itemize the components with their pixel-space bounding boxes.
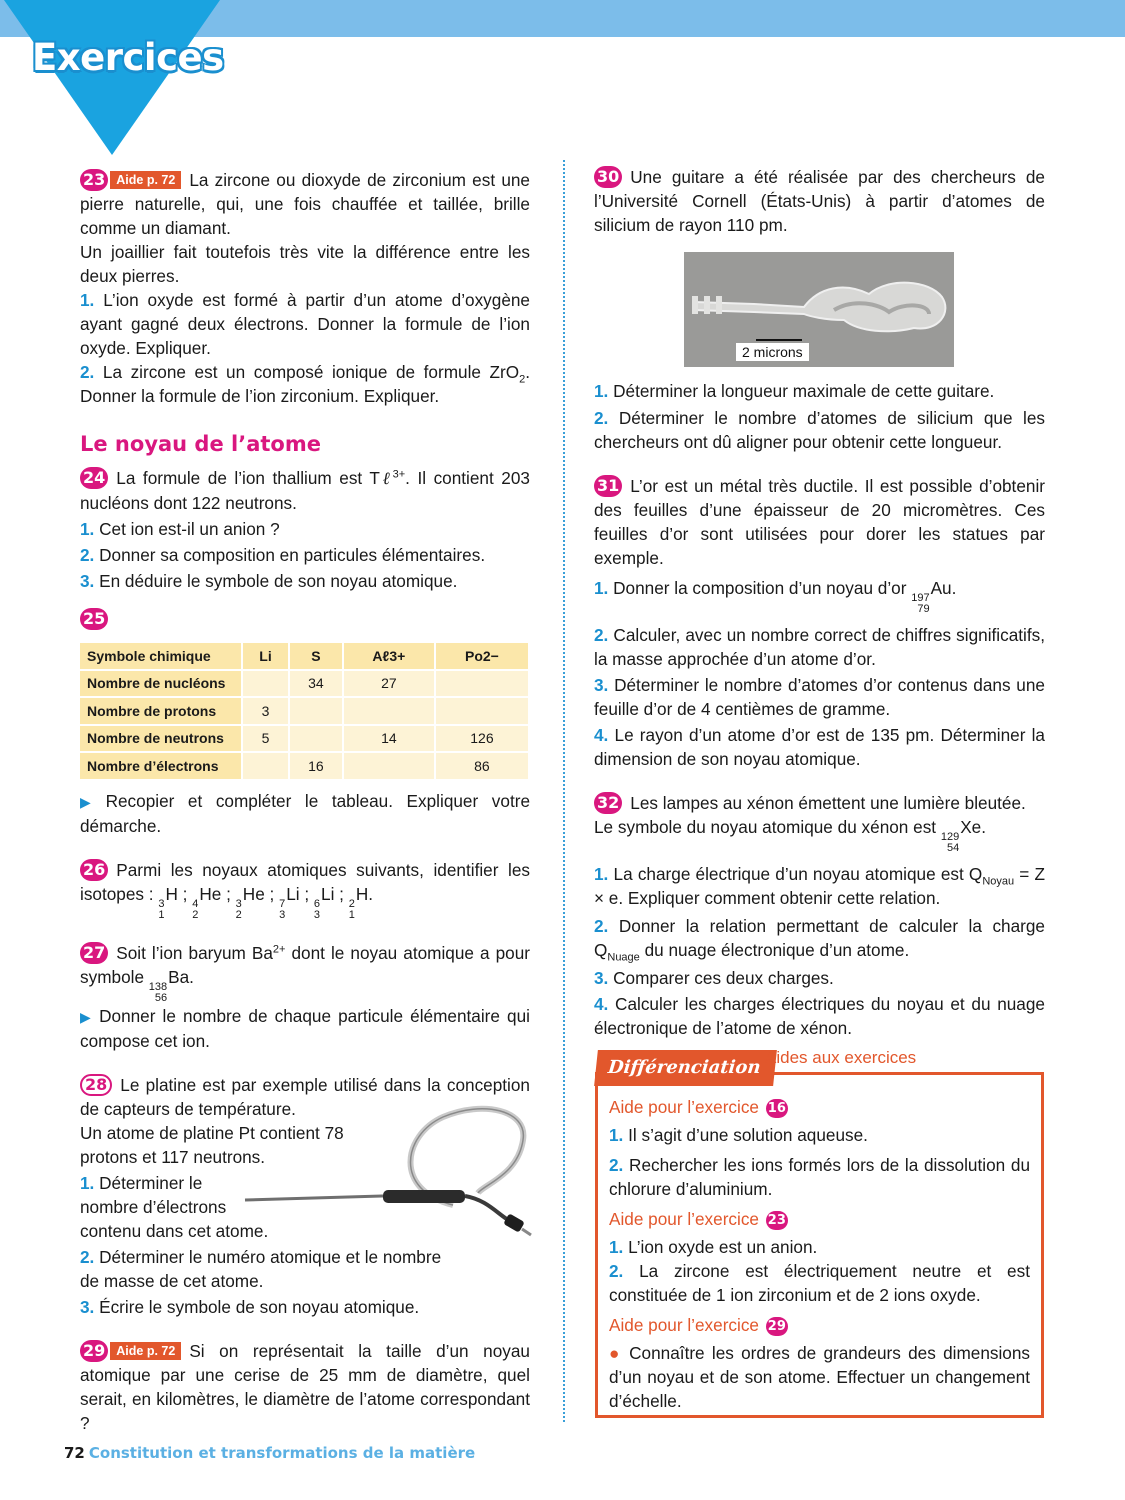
question-text: Déterminer la longueur maximale de cette guitare. — [613, 381, 995, 401]
nuclide-notation: 138 56 — [148, 980, 168, 1004]
scale-label: 2 microns — [736, 343, 809, 361]
question-text: En déduire le symbole de son noyau atomique. — [99, 571, 458, 591]
exercise-24 — [80, 466, 530, 593]
exercise-28: 28 Le platine est par exemple utilisé dans la conception de capteurs de température. Un atome de platine Pt contient 78 protons et 117 neutrons. 1. Déterminer le nombre d’électrons contenu dans cet atome. 2. Déterminer le numéro atomique et le nombre de masse de cet atome. 3. Écrire le symbole de son noyau atomique. — [80, 1074, 530, 1317]
aide-text: L’ion oxyde est un anion. — [628, 1237, 818, 1257]
exercise-number: 24 — [80, 467, 108, 489]
table-header-cell: Po2− — [436, 643, 528, 669]
table-cell: 34 — [290, 671, 342, 697]
table-cell: Nombre de nucléons — [80, 671, 241, 697]
exercise-31 — [594, 474, 1045, 771]
subscript: Noyau — [982, 875, 1015, 888]
aide-text: La zircone est électriquement neutre et est constituée de 1 ion zirconium et de 2 ions oxyde. — [609, 1261, 1030, 1305]
question-number: 3. — [80, 571, 95, 591]
column-divider — [563, 160, 565, 1422]
subscript: Nuage — [607, 951, 640, 964]
nuclide-notation: 129 54 — [940, 831, 960, 854]
exercise-number: 27 — [80, 942, 108, 964]
table-cell: 14 — [344, 726, 434, 752]
exercise-number: 30 — [594, 166, 622, 188]
exercise-number: 26 — [80, 859, 108, 881]
table-cell: Nombre de protons — [80, 698, 241, 724]
table-cell — [290, 698, 342, 724]
arrow-icon: ▶ — [80, 1008, 94, 1025]
question-text: Donner la relation permettant de calculer la charge Q — [594, 916, 1045, 960]
question-text: Le rayon d’un atome d’or est de 135 pm. Déterminer la dimension de son noyau atomique. — [594, 725, 1045, 769]
exercise-26 — [80, 858, 530, 921]
table-header-cell: S — [290, 643, 342, 669]
exercise-29 — [80, 1339, 530, 1435]
question-text: Cet ion est-il un anion ? — [99, 519, 280, 539]
table-cell — [290, 726, 342, 752]
table-cell: 27 — [344, 671, 434, 697]
exercise-text: dont le noyau atomique a pour symbole — [80, 942, 530, 987]
exercise-25 — [80, 607, 530, 838]
superscript: 3+ — [392, 468, 406, 481]
question-text: Déterminer le nombre d’atomes d’or contenus dans une feuille d’or de 4 centièmes de gramme. — [594, 675, 1045, 719]
differentiation-tab: Différenciation — [594, 1050, 776, 1086]
element-symbol: Au. — [930, 578, 957, 598]
exercise-text: Les lampes au xénon émettent une lumière bleutée. — [630, 793, 1026, 813]
superscript: 2+ — [272, 942, 286, 955]
exercise-text: Une guitare a été réalisée par des chercheurs de l’Université Cornell (États-Unis) à partir d’atomes de silicium de rayon 110 pm. — [594, 167, 1045, 235]
question-text: La charge électrique d’un noyau atomique est Q — [613, 864, 983, 884]
question-number: 2. — [80, 362, 95, 382]
question-number: 2. — [594, 916, 609, 936]
question-number: 2. — [594, 625, 609, 645]
table-header-cell: Aℓ3+ — [344, 643, 434, 669]
question-text: du nuage électronique d’un atome. — [639, 940, 910, 960]
table-cell: Nombre de neutrons — [80, 726, 241, 752]
exercise-number: 29 — [80, 1340, 108, 1362]
isotope: 2 1 H. — [348, 883, 374, 921]
table-cell: Nombre d’électrons — [80, 753, 241, 779]
ell-symbol: ℓ — [379, 469, 393, 489]
aide-heading-16: Aide pour l’exercice 16 — [609, 1097, 786, 1117]
question-text: . Donner la formule de l’ion zirconium. Expliquer. — [80, 362, 530, 406]
question-number: 3. — [80, 1296, 95, 1317]
table-header-row — [80, 643, 528, 669]
aide-heading-29: Aide pour l’exercice 29 — [609, 1315, 786, 1335]
question-text: Donner la composition d’un noyau d’or — [613, 578, 912, 598]
exercise-number: 28 — [80, 1074, 112, 1096]
differentiation-subtitle: Aides aux exercices — [765, 1048, 917, 1067]
page-number: 72 — [64, 1444, 85, 1462]
exercise-number: 31 — [594, 475, 622, 497]
chapter-title: Constitution et transformations de la matière — [88, 1444, 476, 1462]
exercise-30 — [594, 165, 1045, 454]
isotope: 7 3 Li ; — [279, 883, 314, 921]
exercise-text: Parmi les noyaux atomiques suivants, identifier les isotopes : — [80, 859, 530, 904]
question-text: Calculer les charges électriques du noyau et du nuage électronique de l’atome de xénon. — [594, 994, 1045, 1038]
aide-text: Rechercher les ions formés lors de la dissolution du chlorure d’aluminium. — [609, 1155, 1031, 1199]
exercise-text: Un atome de platine Pt contient 78 protons et 117 neutrons. — [80, 1122, 344, 1167]
table-header-cell: Symbole chimique — [80, 643, 241, 669]
exercise-text: Le platine est par exemple utilisé dans la conception de capteurs de température. — [80, 1074, 530, 1119]
question-text: Donner sa composition en particules élémentaires. — [99, 545, 486, 565]
table-cell — [344, 753, 434, 779]
table-row — [80, 753, 528, 779]
exercise-text: Si on représentait la taille d’un noyau atomique par une cerise de 25 mm de diamètre, quel serait, en kilomètres, le diamètre de l’atome correspondant ? — [80, 1340, 530, 1433]
data-table — [78, 641, 530, 781]
exercise-32 — [594, 791, 1045, 1040]
page-footer — [64, 1444, 475, 1462]
question-number: 1. — [594, 578, 609, 598]
aide-heading-23: Aide pour l’exercice 23 — [609, 1209, 786, 1229]
subscript: 2 — [519, 373, 526, 386]
nuclide-notation: 197 79 — [911, 592, 930, 615]
aide-tag: Aide p. 72 — [110, 1342, 181, 1360]
table-cell — [436, 698, 528, 724]
scale-bar — [756, 339, 802, 341]
exercise-23 — [80, 168, 530, 408]
temperature-probe-image — [243, 1095, 533, 1245]
exercise-number: 23 — [767, 1213, 786, 1228]
element-symbol: Ba — [168, 966, 190, 987]
exercise-text: . Il contient 203 nucléons dont 122 neutrons. — [80, 468, 530, 513]
table-cell — [436, 671, 528, 697]
question-number: 4. — [594, 994, 609, 1014]
question-number: 1. — [80, 519, 95, 539]
table-cell — [243, 753, 288, 779]
table-cell: 16 — [290, 753, 342, 779]
question-number: 4. — [594, 725, 609, 745]
table-cell: 5 — [243, 726, 288, 752]
question-text: Calculer, avec un nombre correct de chiffres significatifs, la masse approchée d’un atome d’or. — [594, 625, 1046, 669]
right-column — [594, 165, 1045, 1040]
bullet-icon: ● — [609, 1343, 622, 1363]
isotope: 3 1 H ; — [158, 883, 193, 921]
question-number: 1. — [594, 864, 609, 884]
question-number: 1. — [594, 381, 609, 401]
instruction-text: Donner le nombre de chaque particule élémentaire qui compose cet ion. — [80, 1005, 530, 1051]
exercise-number: 32 — [594, 792, 622, 814]
question-number: 3. — [594, 675, 609, 695]
table-row — [80, 671, 528, 697]
exercise-number: 29 — [767, 1319, 786, 1334]
question-number: 2. — [80, 1246, 95, 1267]
aide-text: Il s’agit d’une solution aqueuse. — [628, 1125, 868, 1145]
exercise-number: 16 — [767, 1101, 786, 1116]
table-row — [80, 726, 528, 752]
exercise-number: 23 — [80, 169, 108, 191]
aide-text: Connaître les ordres de grandeurs des dimensions d’un noyau et de son atome. Effectuer un changement d’échelle. — [609, 1343, 1031, 1411]
isotope: 4 2 He ; — [192, 883, 236, 921]
table-cell: 3 — [243, 698, 288, 724]
exercise-text: Un joaillier fait toutefois très vite la différence entre les deux pierres. — [80, 242, 530, 286]
table-row — [80, 698, 528, 724]
isotope-list — [158, 883, 374, 921]
instruction-text: Recopier et compléter le tableau. Expliquer votre démarche. — [80, 790, 530, 836]
exercise-number: 25 — [80, 608, 108, 630]
exercise-text: Le symbole du noyau atomique du xénon est — [594, 817, 941, 837]
question-number: 2. — [594, 408, 609, 428]
table-cell — [344, 698, 434, 724]
exercise-text: Soit l’ion baryum Ba — [116, 942, 273, 963]
page-title: Exercices — [32, 36, 224, 79]
exercise-text: La zircone ou dioxyde de zirconium est une pierre naturelle, qui, une fois chauffée et taillée, brille comme un diamant. — [80, 170, 530, 238]
exercise-27: 27 Soit l’ion baryum $Ba^{2+}$ dont le noyau atomique a pour symbole 138 56 Ba. ▶ Donner le nombre de chaque particule élémentaire qui compose cet ion. — [80, 942, 530, 1051]
question-number: 2. — [80, 545, 95, 565]
element-symbol: Xe. — [960, 817, 987, 837]
table-header-cell: Li — [243, 643, 288, 669]
isotope: 6 3 Li ; — [313, 883, 349, 921]
table-cell — [243, 671, 288, 697]
question-text: = Z × e. Expliquer comment obtenir cette relation. — [594, 864, 1046, 908]
question-text: L’ion oxyde est formé à partir d’un atome d’oxygène ayant gagné deux électrons. Donner la formule de l’ion oxyde. Expliquer. — [80, 290, 530, 358]
isotope: 3 2 He ; — [235, 883, 280, 921]
question-number: 1. — [80, 1172, 95, 1193]
exercise-text: La formule de l’ion thallium est T — [116, 468, 380, 488]
table-cell: 126 — [436, 726, 528, 752]
question-text: Déterminer le nombre d’atomes de silicium que les chercheurs ont dû aligner pour obtenir cette longueur. — [594, 408, 1046, 452]
table-cell: 86 — [436, 753, 528, 779]
arrow-icon: ▶ — [80, 793, 100, 810]
differentiation-body: Aide pour l’exercice 16 1. Il s’agit d’une solution aqueuse. 2. Rechercher les ions formés lors de la dissolution du chlorure d’aluminium. Aide pour l’exercice 23 1. L’ion oxyde est un anion. 2. La zircone est électriquement neutre et est constituée de 1 ion zirconium et de 2 ions oxyde. Aide pour l’exercice 29 ● Connaître les ordres de grandeurs des dimensions d’un noyau et de son atome. Effectuer un changement d’échelle. — [609, 1097, 1031, 1411]
question-number: 3. — [594, 968, 609, 988]
section-title: Le noyau de l’atome — [80, 432, 321, 456]
question-number: 1. — [80, 290, 95, 310]
exercise-text: L’or est un métal très ductile. Il est possible d’obtenir des feuilles d’une épaisseur de 20 micromètres. Ces feuilles d’or sont utilisées pour dorer les statues par exemple. — [594, 476, 1045, 568]
question-text: Comparer ces deux charges. — [613, 968, 834, 988]
aide-tag: Aide p. 72 — [110, 171, 181, 189]
question-text: La zircone est un composé ionique de formule ZrO — [102, 362, 520, 382]
guitar-micrograph — [684, 252, 954, 367]
